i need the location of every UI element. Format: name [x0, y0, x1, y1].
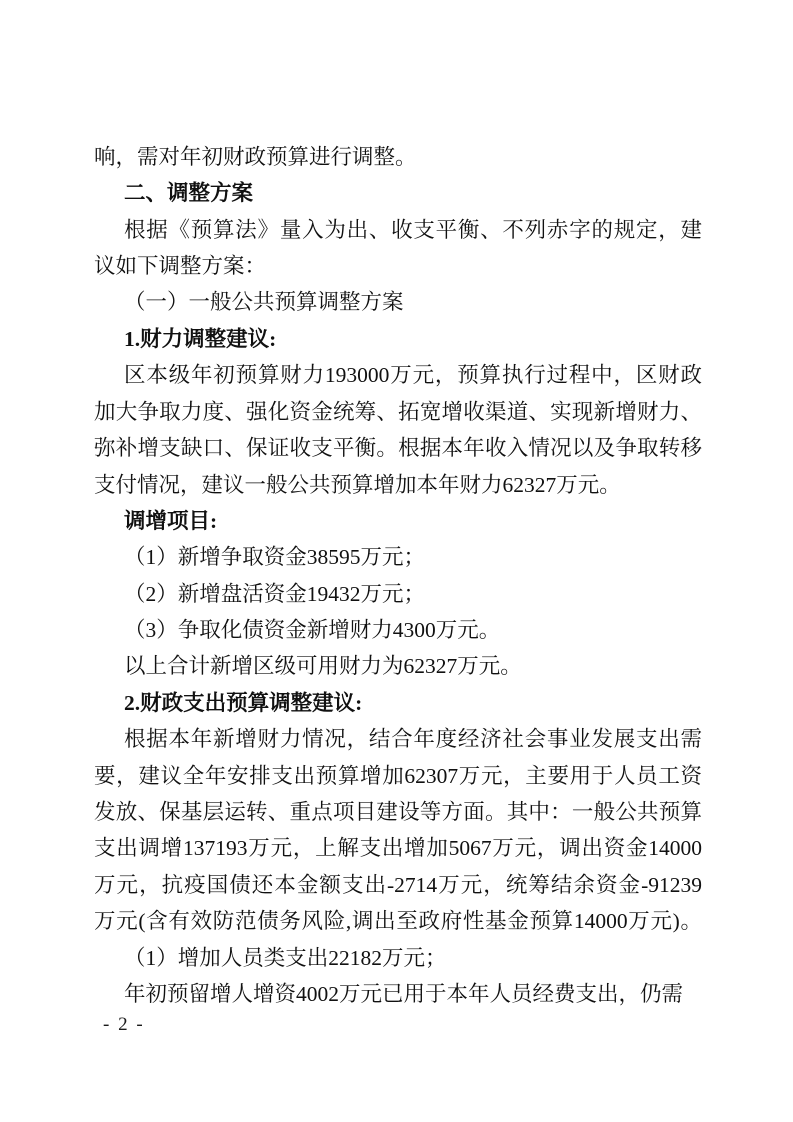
paragraph-line: 响，需对年初财政预算进行调整。 [94, 145, 417, 169]
paragraph-line: （1）增加人员类支出22182万元； [124, 945, 447, 970]
paragraph-line: 年初预留增人增资4002万元已用于本年人员经费支出，仍需 [124, 981, 684, 1006]
paragraph-line: 万元(含有效防范债务风险,调出至政府性基金预算14000万元)。 [94, 909, 702, 934]
list-heading: （一）一般公共预算调整方案 [124, 289, 404, 315]
paragraph-line: 支付情况，建议一般公共预算增加本年财力62327万元。 [94, 472, 621, 497]
paragraph-line: 根据《预算法》量入为出、收支平衡、不列赤字的规定，建 [124, 217, 702, 242]
paragraph-line: 区本级年初预算财力193000万元，预算执行过程中，区财政 [124, 363, 702, 388]
paragraph-line: 加大争取力度、强化资金统筹、拓宽增收渠道、实现新增财力、 [94, 399, 702, 424]
paragraph-line: 以上合计新增区级可用财力为62327万元。 [124, 654, 522, 679]
subsection-heading: 2.财政支出预算调整建议: [124, 690, 363, 715]
paragraph-line: 要，建议全年安排支出预算增加62307万元，主要用于人员工资 [94, 763, 702, 788]
paragraph-line: （1）新增争取资金38595万元； [124, 545, 426, 570]
paragraph-line: 弥补增支缺口、保证收支平衡。根据本年收入情况以及争取转移 [94, 436, 702, 461]
paragraph-line: 万元，抗疫国债还本金额支出-2714万元，统筹结余资金-91239 [94, 872, 702, 897]
paragraph-line: 支出调增137193万元，上解支出增加5067万元，调出资金14000 [94, 836, 702, 861]
paragraph-line: 发放、保基层运转、重点项目建设等方面。其中：一般公共预算 [94, 800, 702, 825]
paragraph-line: 议如下调整方案： [94, 254, 267, 279]
page-number: - 2 - [103, 1014, 145, 1035]
section-heading: 二、调整方案 [124, 181, 254, 206]
subsection-heading: 1.财力调整建议: [124, 326, 277, 351]
document-body [94, 139, 702, 1012]
paragraph-line: 根据本年新增财力情况，结合年度经济社会事业发展支出需 [124, 727, 702, 752]
paragraph-line: （3）争取化债资金新增财力4300万元。 [124, 618, 501, 643]
paragraph-line: （2）新增盘活资金19432万元； [124, 581, 426, 606]
subsection-heading: 调增项目: [124, 508, 218, 533]
page-footer [103, 1012, 145, 1038]
